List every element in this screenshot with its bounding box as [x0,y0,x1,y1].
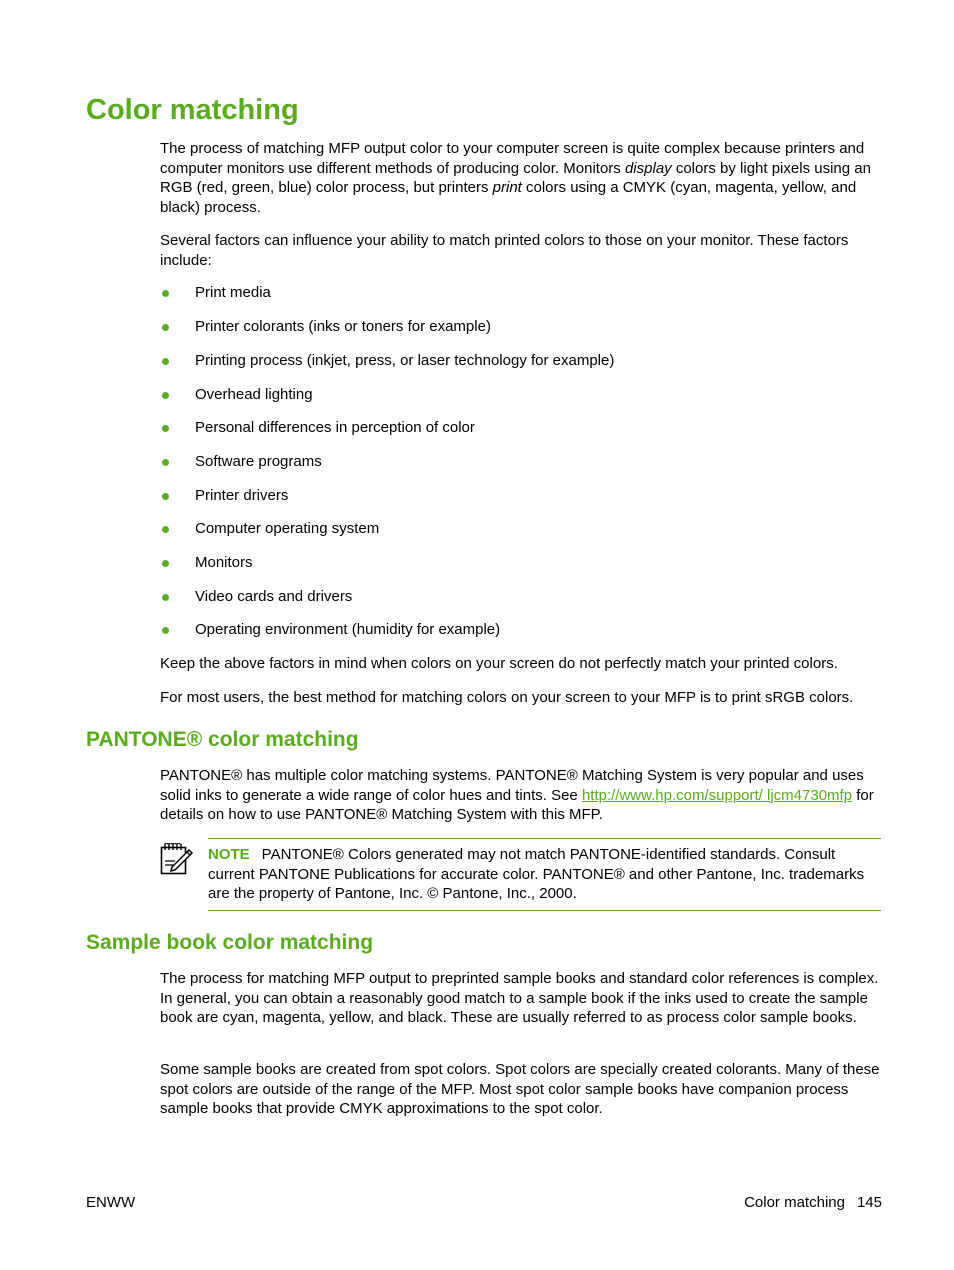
sample-book-heading: Sample book color matching [86,931,374,954]
bullet-dot-icon [162,358,169,365]
intro-paragraph-2: Several factors can influence your ability to match printed colors to those on your monitor. These factors include: [160,232,849,269]
bullet-dot-icon [162,324,169,331]
bullet-dot-icon [162,627,169,634]
bullet-dot-icon [162,425,169,432]
bullet-dot-icon [162,290,169,297]
sample-book-paragraph-1: The process for matching MFP output to preprinted sample books and standard color references is complex. In general, you can obtain a reasonably good match to a sample book if the inks used to create the sample book are cyan, magenta, yellow, and black. These are usually referred to as process color sample books. [160,970,879,1026]
list-item: Personal differences in perception of color [160,418,882,438]
list-item: Printer colorants (inks or toners for example) [160,317,882,337]
list-item: Overhead lighting [160,385,882,405]
note-bottom-rule [208,910,881,911]
sample-book-paragraph-2: Some sample books are created from spot colors. Spot colors are specially created colorants. Many of these spot colors are outside of the range of the MFP. Most spot color sample books have companion process sample books that provide CMYK approximations to the spot color. [160,1061,880,1117]
list-item: Print media [160,283,882,303]
bullet-dot-icon [162,526,169,533]
list-item: Printer drivers [160,486,882,506]
pantone-heading: PANTONE® color matching [86,728,359,751]
footer-left: ENWW [86,1194,136,1211]
list-item: Computer operating system [160,519,882,539]
bullet-dot-icon [162,560,169,567]
list-item: Printing process (inkjet, press, or laser technology for example) [160,351,882,371]
list-item: Video cards and drivers [160,587,882,607]
list-item: Software programs [160,452,882,472]
page-title: Color matching [86,94,299,126]
pantone-paragraph: PANTONE® has multiple color matching systems. PANTONE® Matching System is very popular and uses solid inks to generate a wide range of color hues and tints. See http://www.hp.com/support/ ljcm4730mfp for details on how to use PANTONE® Matching System with this MFP. [160,767,874,823]
support-link[interactable]: http://www.hp.com/support/ ljcm4730mfp [581,786,853,804]
intro-paragraph-1: The process of matching MFP output color to your computer screen is quite complex because printers and computer monitors use different methods of producing color. Monitors display colors by light pixels using an RGB (red, green, blue) color process, but printers print colors using a CMYK (cyan, magenta, yellow, and black) process. [160,140,871,216]
bullet-dot-icon [162,493,169,500]
bullet-dot-icon [162,594,169,601]
note-top-rule [208,838,881,839]
bullet-dot-icon [162,459,169,466]
note-text: NOTE PANTONE® Colors generated may not match PANTONE-identified standards. Consult current PANTONE Publications for accurate color. PANTONE® and other Pantone, Inc. trademarks are the property of Pantone, Inc. © Pantone, Inc., 2000. [208,846,865,902]
list-item: Operating environment (humidity for example) [160,620,882,640]
bullet-dot-icon [162,392,169,399]
after-list-paragraph-1: Keep the above factors in mind when colors on your screen do not perfectly match your printed colors. [160,655,838,672]
after-list-paragraph-2: For most users, the best method for matching colors on your screen to your MFP is to print sRGB colors. [160,689,854,706]
footer-right: Color matching 145 [744,1194,882,1211]
note-pencil-icon [160,843,194,875]
list-item: Monitors [160,553,882,573]
